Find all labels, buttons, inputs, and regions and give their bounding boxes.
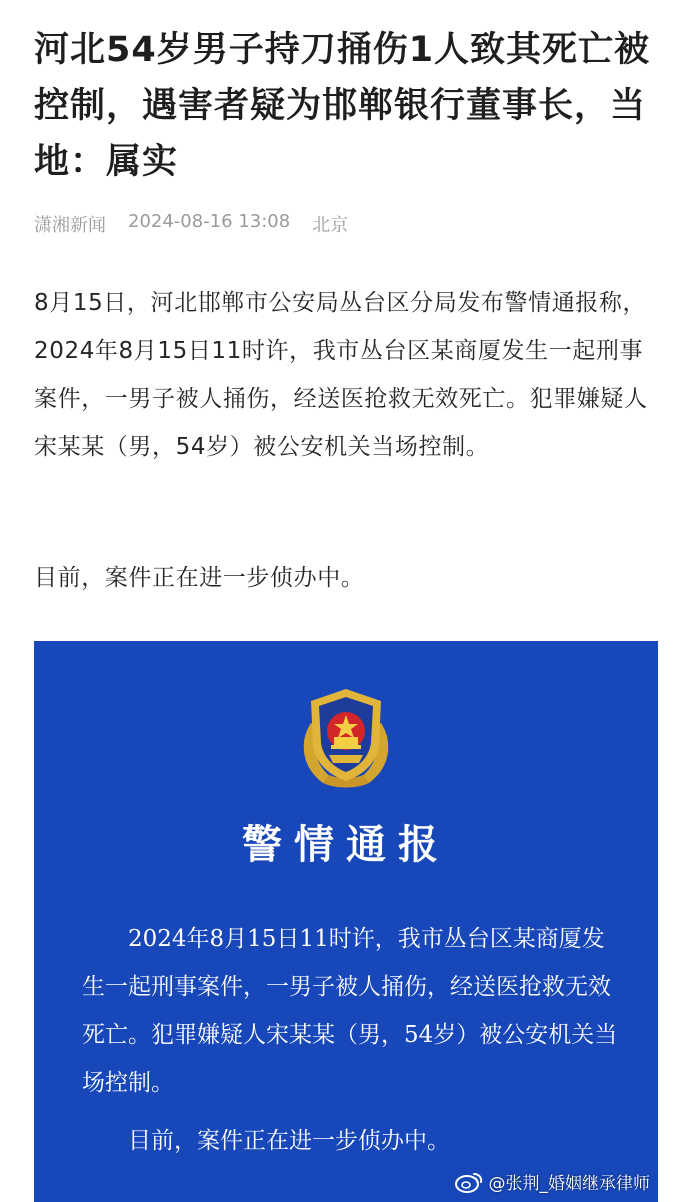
article-paragraph: 目前，案件正在进一步侦办中。	[34, 565, 365, 591]
article-meta	[34, 211, 348, 237]
notice-title: 警情通报	[242, 821, 450, 868]
weibo-watermark	[455, 1169, 651, 1194]
watermark-text: @张荆_婚姻继承律师	[488, 1174, 650, 1194]
article-source[interactable]: 潇湘新闻	[34, 215, 106, 236]
article-paragraph: 8月15日，河北邯郸市公安局丛台区分局发布警情通报称，2024年8月15日11时许，我市丛台区某商厦发生一起刑事案件，一男子被人捅伤，经送医抢救无效死亡。犯罪嫌疑人宋某某（男，54岁）被公安机关当场控制。	[34, 290, 648, 460]
notice-body-paragraph: 目前，案件正在进一步侦办中。	[128, 1128, 450, 1154]
police-notice-image[interactable]	[34, 641, 658, 1202]
police-emblem-icon	[293, 683, 399, 795]
article-headline: 河北54岁男子持刀捅伤1人致其死亡被控制，遇害者疑为邯郸银行董事长，当地：属实	[34, 30, 651, 182]
article-location: 北京	[312, 215, 349, 236]
weibo-icon	[455, 1171, 483, 1193]
article-datetime: 2024-08-16 13:08	[128, 211, 291, 232]
notice-body-paragraph: 2024年8月15日11时许，我市丛台区某商厦发生一起刑事案件，一男子被人捅伤，经送医抢救无效死亡。犯罪嫌疑人宋某某（男，54岁）被公安机关当场控制。	[82, 926, 618, 1096]
